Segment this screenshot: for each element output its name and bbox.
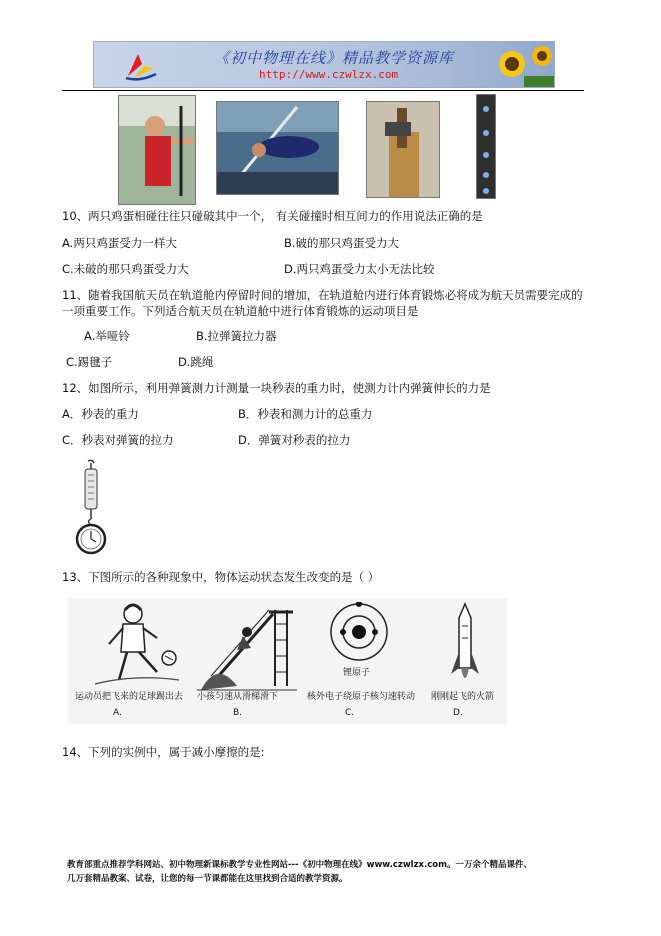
q13-stem: 13、下图所示的各种现象中，物体运动状态发生改变的是（ ） [62, 570, 380, 584]
q13-figure-strip [67, 598, 507, 724]
q10-option-c: C.未破的那只鸡蛋受力大 [62, 262, 189, 276]
q11-option-a: A.举哑铃 [84, 329, 130, 343]
lithium-atom-figure [325, 602, 393, 664]
atom-label: 锂原子 [343, 668, 371, 678]
caption-a: 运动员把飞来的足球踢出去 [75, 692, 184, 702]
footer-line2: 几万套精品教案、试卷，让您的每一节课都能在这里找到合适的教学资源。 [67, 874, 348, 884]
letter-d: D. [453, 708, 463, 718]
q11-option-b: B.拉弹簧拉力器 [196, 329, 277, 343]
q10-option-b: B.破的那只鸡蛋受力大 [284, 236, 400, 250]
slide-figure [197, 600, 297, 692]
letter-a: A. [113, 708, 122, 718]
q12-option-d: D．弹簧对秒表的拉力 [238, 433, 351, 447]
caption-c: 核外电子绕原子核匀速转动 [307, 692, 416, 702]
q11-stem-line2: 一项重要工作。下列适合航天员在轨道舱中进行体育锻炼的运动项目是 [62, 304, 419, 318]
logo-icon [124, 48, 158, 82]
letter-c: C. [345, 708, 355, 718]
spring-scale-stopwatch-figure [66, 459, 116, 555]
footballer-figure [75, 600, 185, 692]
banner-title: 《初中物理在线》精品教学资源库 [214, 49, 455, 67]
q12-option-b: B．秒表和测力计的总重力 [238, 407, 373, 421]
axe-log-photo [366, 101, 440, 198]
q10-option-a: A.两只鸡蛋受力一样大 [62, 236, 177, 250]
footer [67, 858, 627, 886]
q12-option-c: C．秒表对弹簧的拉力 [62, 433, 174, 447]
sunflower-icon [494, 42, 554, 87]
pole-vault-photo [216, 101, 339, 195]
archer-photo [118, 95, 196, 205]
rocket-figure [445, 602, 485, 690]
q12-stem: 12、如图所示，利用弹簧测力计测量一块秒表的重力时，使测力计内弹簧伸长的力是 [62, 381, 491, 395]
banner-url[interactable]: http://www.czwlzx.com [259, 68, 399, 81]
footer-line1: 教育部重点推荐学科网站、初中物理新课标教学专业性网站---《初中物理在线》www.czwlzx.com。一万余个精品课件、 [67, 860, 532, 870]
letter-b: B. [233, 708, 243, 718]
q11-option-d: D.跳绳 [178, 355, 214, 369]
header-banner [93, 41, 555, 88]
droplet-strip-photo [476, 94, 496, 199]
caption-b: 小孩匀速从滑梯滑下 [197, 692, 279, 702]
q10-option-d: D.两只鸡蛋受力太小无法比较 [284, 262, 435, 276]
q10-stem: 10、两只鸡蛋相碰往往只碰破其中一个， 有关碰撞时相互间力的作用说法正确的是 [62, 209, 483, 223]
q12-option-a: A．秒表的重力 [62, 407, 139, 421]
caption-d: 刚刚起飞的火箭 [431, 692, 495, 702]
q14-stem: 14、下列的实例中，属于减小摩擦的是: [62, 745, 265, 759]
q11-option-c: C.踢毽子 [66, 355, 113, 369]
header-rule [62, 90, 584, 91]
q11-stem-line1: 11、随着我国航天员在轨道舱内停留时间的增加，在轨道舱内进行体育锻炼必将成为航天员需要完成的 [62, 288, 583, 302]
